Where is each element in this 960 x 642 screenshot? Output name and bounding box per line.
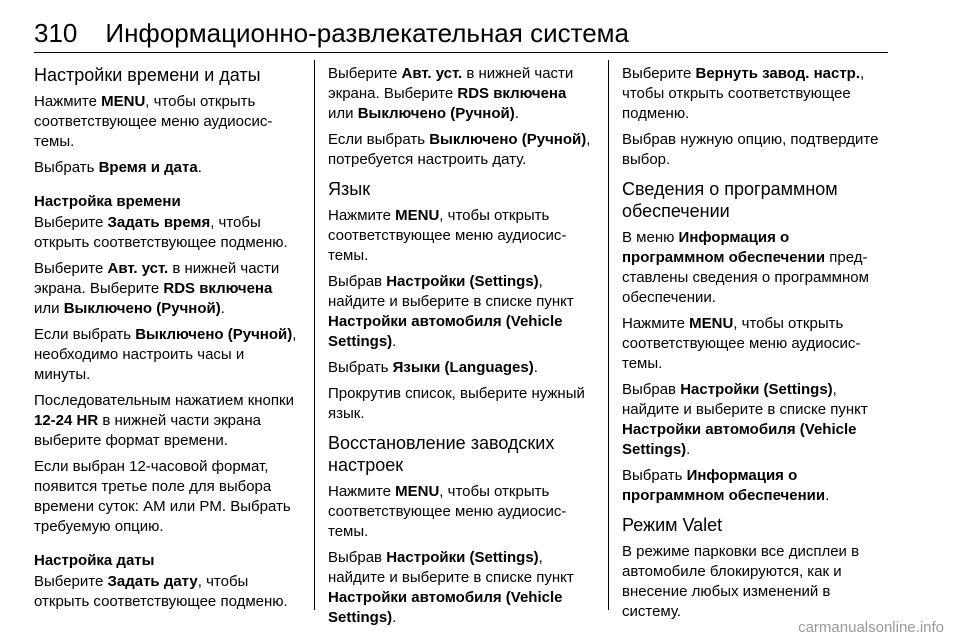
page-number: 310 — [34, 18, 78, 48]
page-title: Информационно-развлекательная система — [105, 18, 630, 48]
paragraph: Выбрать Время и дата. — [34, 159, 202, 176]
paragraph: Если выбрать Выключено (Ручной), необходимо настроить часы и минуты. — [34, 326, 297, 383]
column-divider-2 — [608, 60, 609, 610]
column-2 — [328, 56, 596, 626]
paragraph: Нажмите MENU, чтобы открыть соответствующее меню аудиосистемы. — [328, 483, 567, 540]
heading-valet-mode: Режим Valet — [622, 515, 723, 535]
page-header — [34, 14, 888, 53]
heading-language: Язык — [328, 179, 371, 199]
paragraph: Выбрав нужную опцию, подтвердите выбор. — [622, 131, 879, 168]
column-3 — [622, 56, 888, 618]
paragraph: Если выбран 12-часовой формат, появится третье поле для выбора времени суток: AM или PM. Выбрать требуемую опцию. — [34, 458, 291, 535]
paragraph: Выберите Авт. уст. в нижней части экрана. Выберите RDS включена или Выключено (Ручной). — [328, 65, 574, 122]
column-1 — [34, 56, 302, 618]
paragraph: Выбрав Настройки (Settings), найдите и выберите в списке пункт Настройки автомобиля (Vehicle Settings). — [328, 273, 574, 350]
paragraph: Если выбрать Выключено (Ручной), потребуется настроить дату. — [328, 131, 591, 168]
paragraph: Выберите Задать дату, чтобы открыть соответствующее подменю. — [34, 573, 288, 610]
paragraph: Нажмите MENU, чтобы открыть соответствующее меню аудиосистемы. — [328, 207, 567, 264]
watermark: carmanualsonline.info — [798, 619, 944, 636]
paragraph: Выбрать Информация о программном обеспечении. — [622, 467, 830, 504]
paragraph: Выбрав Настройки (Settings), найдите и выберите в списке пункт Настройки автомобиля (Vehicle Settings). — [622, 381, 868, 458]
paragraph: Нажмите MENU, чтобы открыть соответствующее меню аудиосистемы. — [622, 315, 861, 372]
heading-time-date: Настройки времени и даты — [34, 65, 261, 85]
paragraph: Выберите Задать время, чтобы открыть соответствующее подменю. — [34, 214, 288, 251]
paragraph: Прокрутив список, выберите нужный язык. — [328, 385, 585, 422]
paragraph: Последовательным нажатием кнопки 12-24 HR в нижней части экрана выберите формат времени. — [34, 392, 294, 449]
heading-software-info: Сведения о программном обеспечении — [622, 179, 838, 221]
paragraph: Выберите Авт. уст. в нижней части экрана. Выберите RDS включена или Выключено (Ручной). — [34, 260, 280, 317]
heading-time: Настройка времени — [34, 193, 181, 210]
paragraph: Выберите Вернуть завод. настр., чтобы открыть соответствующее подменю. — [622, 65, 865, 122]
paragraph: Выбрать Языки (Languages). — [328, 359, 538, 376]
paragraph: Нажмите MENU, чтобы открыть соответствующее меню аудиосистемы. — [34, 93, 273, 150]
paragraph: В меню Информация о программном обеспечении представлены сведения о программном обеспечении. — [622, 229, 869, 306]
heading-date: Настройка даты — [34, 552, 155, 569]
column-divider-1 — [314, 60, 315, 610]
paragraph: Выбрав Настройки (Settings), найдите и выберите в списке пункт Настройки автомобиля (Vehicle Settings). — [328, 549, 574, 626]
heading-factory-reset: Восстановление заводских настроек — [328, 433, 555, 475]
paragraph: В режиме парковки все дисплеи в автомобиле блокируются, как и внесение любых изменений в систему. — [622, 543, 860, 620]
